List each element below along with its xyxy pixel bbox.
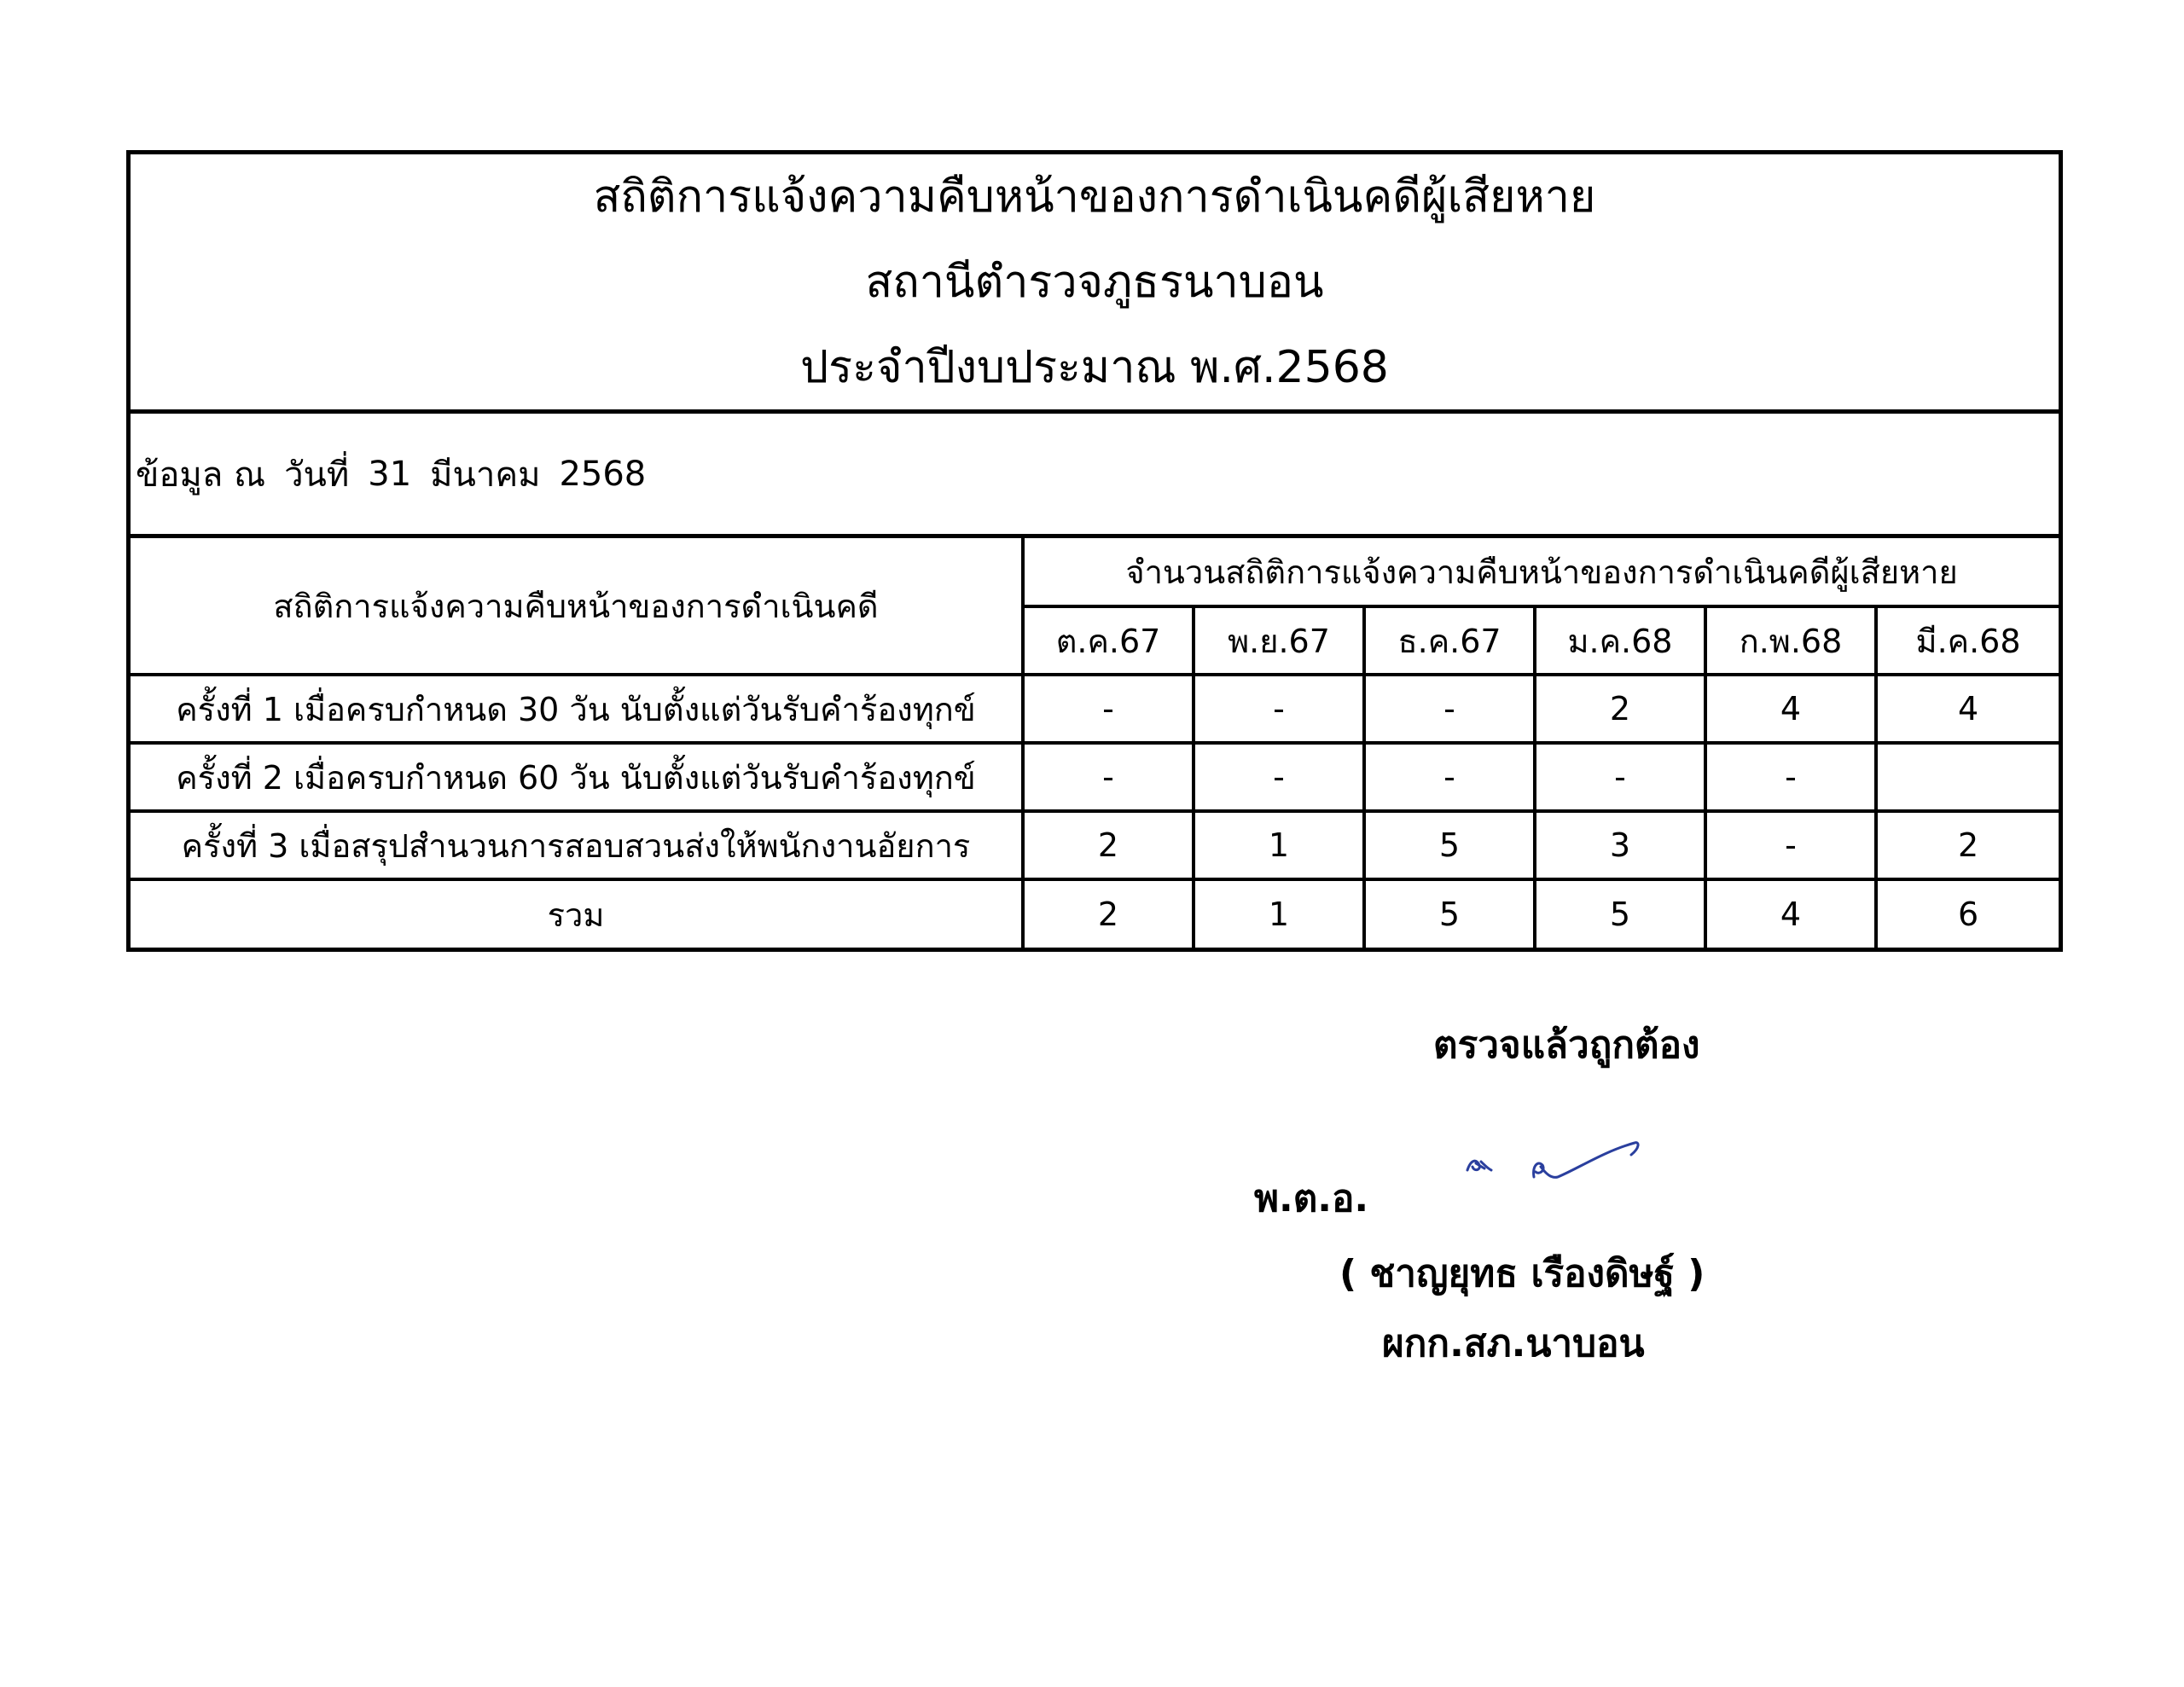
table-cell: - <box>1023 743 1194 811</box>
total-row <box>131 879 2059 948</box>
group-column-header: จำนวนสถิติการแจ้งความคืบหน้าของการดำเนินคดีผู้เสียหาย <box>1023 538 2059 606</box>
signature-block <box>1254 1015 1851 1390</box>
row-label: ครั้งที่ 1 เมื่อครบกำหนด 30 วัน นับตั้งแต่วันรับคำร้องทุกข์ <box>131 675 1023 743</box>
total-cell: 1 <box>1194 879 1364 948</box>
table-cell: - <box>1364 743 1535 811</box>
table-cell: 2 <box>1023 811 1194 879</box>
handwritten-signature <box>1450 1117 1647 1186</box>
table-cell: 4 <box>1705 675 1876 743</box>
as-of-day: 31 <box>368 454 412 494</box>
table-cell: 4 <box>1876 675 2059 743</box>
title-line-1: สถิติการแจ้งความคืบหน้าของการดำเนินคดีผู้เสียหาย <box>593 171 1596 223</box>
month-header: ม.ค.68 <box>1535 606 1705 675</box>
table-cell: - <box>1535 743 1705 811</box>
table-cell: - <box>1364 675 1535 743</box>
statistics-table <box>131 538 2059 948</box>
total-cell: 5 <box>1364 879 1535 948</box>
table-cell: 5 <box>1364 811 1535 879</box>
total-cell: 5 <box>1535 879 1705 948</box>
month-header: ธ.ค.67 <box>1364 606 1535 675</box>
table-cell: - <box>1194 743 1364 811</box>
title-line-2: สถานีตำรวจภูธรนาบอน <box>865 256 1324 308</box>
as-of-label: ข้อมูล ณ <box>136 455 266 495</box>
total-cell: 6 <box>1876 879 2059 948</box>
month-header: มี.ค.68 <box>1876 606 2059 675</box>
table-cell: 3 <box>1535 811 1705 879</box>
row-label: ครั้งที่ 2 เมื่อครบกำหนด 60 วัน นับตั้งแต่วันรับคำร้องทุกข์ <box>131 743 1023 811</box>
table-cell: - <box>1023 675 1194 743</box>
month-header: ต.ค.67 <box>1023 606 1194 675</box>
month-header: พ.ย.67 <box>1194 606 1364 675</box>
signer-rank: พ.ต.อ. <box>1254 1177 1369 1220</box>
total-cell: 4 <box>1705 879 1876 948</box>
as-of-day-label: วันที่ <box>284 455 350 495</box>
table-cell: - <box>1194 675 1364 743</box>
left-column-header: สถิติการแจ้งความคืบหน้าของการดำเนินคดี <box>131 538 1023 675</box>
table-cell: 2 <box>1535 675 1705 743</box>
total-label: รวม <box>131 879 1023 948</box>
signer-name: ( ชาญยุทธ เรืองดิษฐ์ ) <box>1339 1252 1705 1296</box>
table-cell: 2 <box>1876 811 2059 879</box>
month-header: ก.พ.68 <box>1705 606 1876 675</box>
statistics-sheet <box>126 150 2063 952</box>
as-of-date <box>131 414 2059 538</box>
total-cell: 2 <box>1023 879 1194 948</box>
table-row <box>131 675 2059 743</box>
signer-position: ผกก.สภ.นาบอน <box>1382 1322 1645 1365</box>
table-row <box>131 811 2059 879</box>
row-label: ครั้งที่ 3 เมื่อสรุปสำนวนการสอบสวนส่งให้พนักงานอัยการ <box>131 811 1023 879</box>
title-block <box>131 154 2059 414</box>
as-of-year: 2568 <box>559 454 647 494</box>
table-cell <box>1876 743 2059 811</box>
table-cell: - <box>1705 743 1876 811</box>
title-line-3: ประจำปีงบประมาณ พ.ศ.2568 <box>800 341 1389 393</box>
table-cell: 1 <box>1194 811 1364 879</box>
as-of-month: มีนาคม <box>430 455 541 495</box>
table-cell: - <box>1705 811 1876 879</box>
verified-text: ตรวจแล้วถูกต้อง <box>1433 1023 1700 1067</box>
table-row <box>131 743 2059 811</box>
